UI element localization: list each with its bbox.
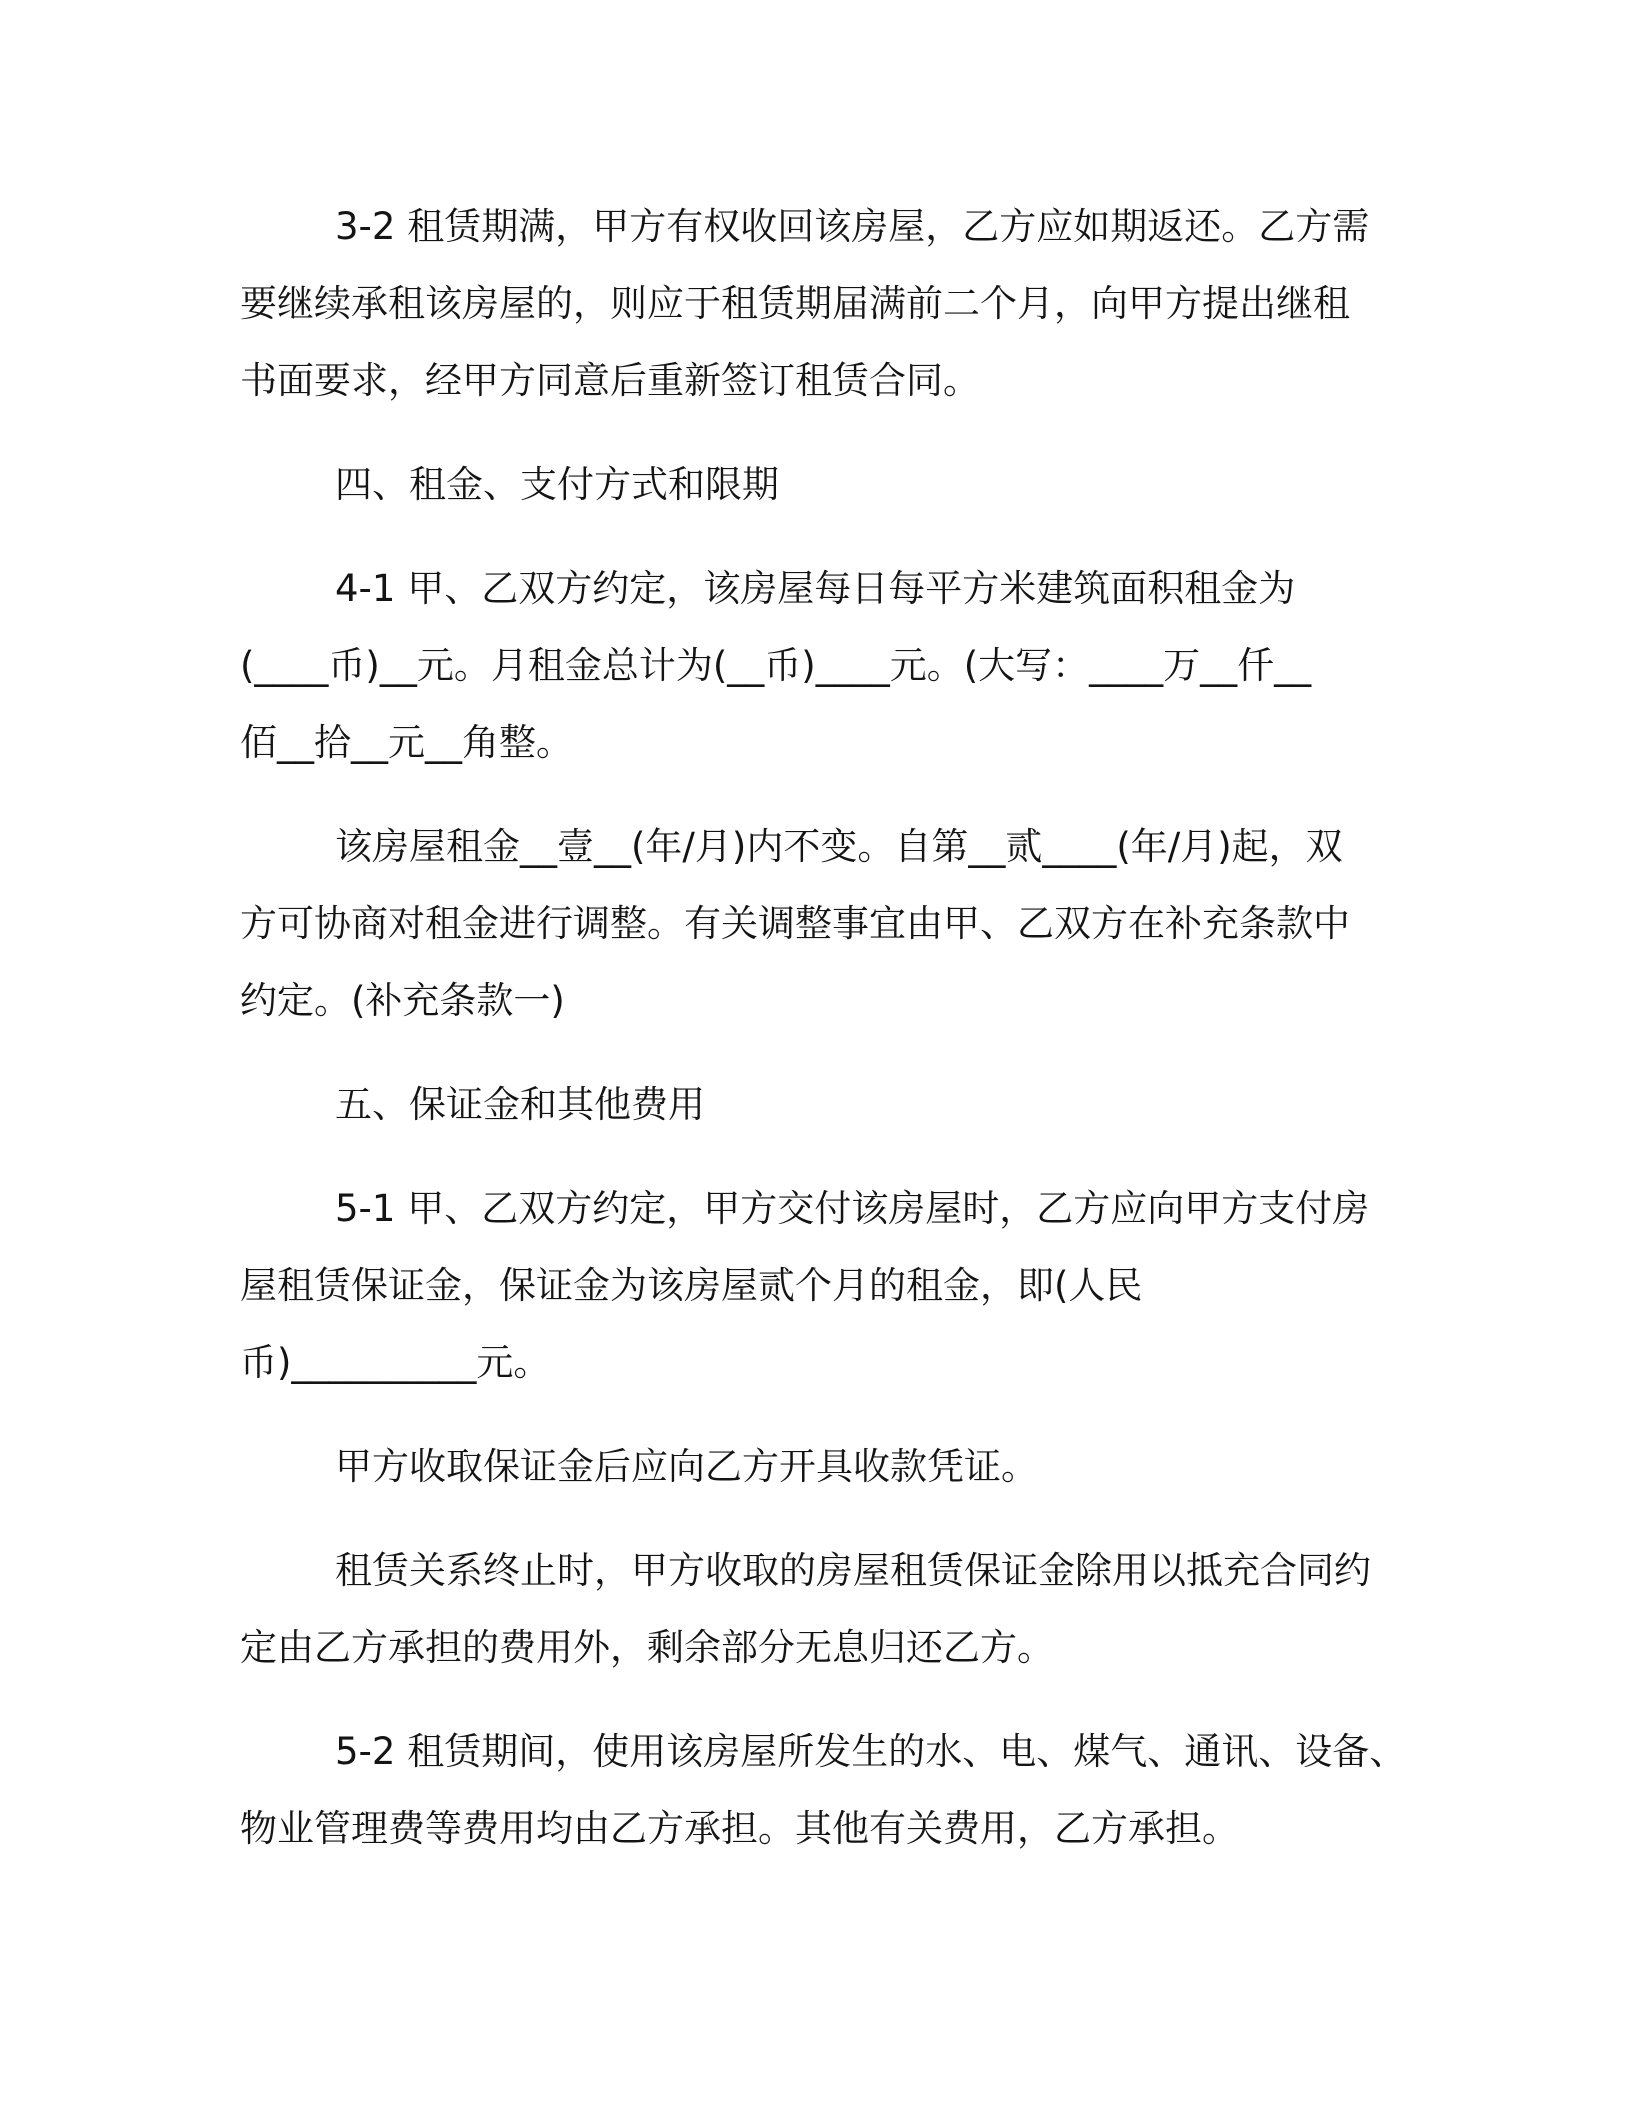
text-line: 定由乙方承担的费用外，剩余部分无息归还乙方。 xyxy=(240,1626,1054,1669)
text-line: 屋租赁保证金，保证金为该房屋贰个月的租金，即(人民 xyxy=(240,1264,1143,1307)
clause-5-2 xyxy=(240,1713,1407,1867)
text-line: 3-2 租赁期满，甲方有权收回该房屋，乙方应如期返还。乙方需 xyxy=(335,205,1370,248)
section-5-heading xyxy=(240,1066,1390,1143)
text-line: 约定。(补充条款一) xyxy=(240,979,565,1022)
deposit-return xyxy=(240,1532,1390,1686)
text-line: (____币)__元。月租金总计为(__币)____元。(大写：____万__仟__ xyxy=(240,644,1312,687)
clause-3-2 xyxy=(240,188,1390,419)
document-body xyxy=(240,188,1407,1894)
text-line: 币)__________元。 xyxy=(240,1341,551,1384)
text-line: 甲方收取保证金后应向乙方开具收款凭证。 xyxy=(335,1445,1038,1488)
text-line: 要继续承租该房屋的，则应于租赁期届满前二个月，向甲方提出继租 xyxy=(240,282,1350,325)
text-line: 5-2 租赁期间，使用该房屋所发生的水、电、煤气、通讯、设备、 xyxy=(335,1730,1407,1773)
section-heading: 四、租金、支付方式和限期 xyxy=(335,463,779,506)
section-heading: 五、保证金和其他费用 xyxy=(335,1083,705,1126)
text-line: 租赁关系终止时，甲方收取的房屋租赁保证金除用以抵充合同约 xyxy=(335,1549,1371,1592)
text-line: 4-1 甲、乙双方约定，该房屋每日每平方米建筑面积租金为 xyxy=(335,567,1296,610)
clause-4-1 xyxy=(240,550,1390,781)
text-line: 书面要求，经甲方同意后重新签订租赁合同。 xyxy=(240,359,980,402)
clause-5-1 xyxy=(240,1170,1390,1401)
section-4-heading xyxy=(240,446,1390,523)
text-line: 物业管理费等费用均由乙方承担。其他有关费用，乙方承担。 xyxy=(240,1807,1239,1850)
text-line: 该房屋租金__壹__(年/月)内不变。自第__贰____(年/月)起，双 xyxy=(335,825,1343,868)
text-line: 方可协商对租金进行调整。有关调整事宜由甲、乙双方在补充条款中 xyxy=(240,902,1350,945)
text-line: 5-1 甲、乙双方约定，甲方交付该房屋时，乙方应向甲方支付房 xyxy=(335,1187,1370,1230)
deposit-receipt xyxy=(240,1428,1390,1505)
text-line: 佰__拾__元__角整。 xyxy=(240,721,573,764)
rent-adjustment xyxy=(240,808,1390,1039)
